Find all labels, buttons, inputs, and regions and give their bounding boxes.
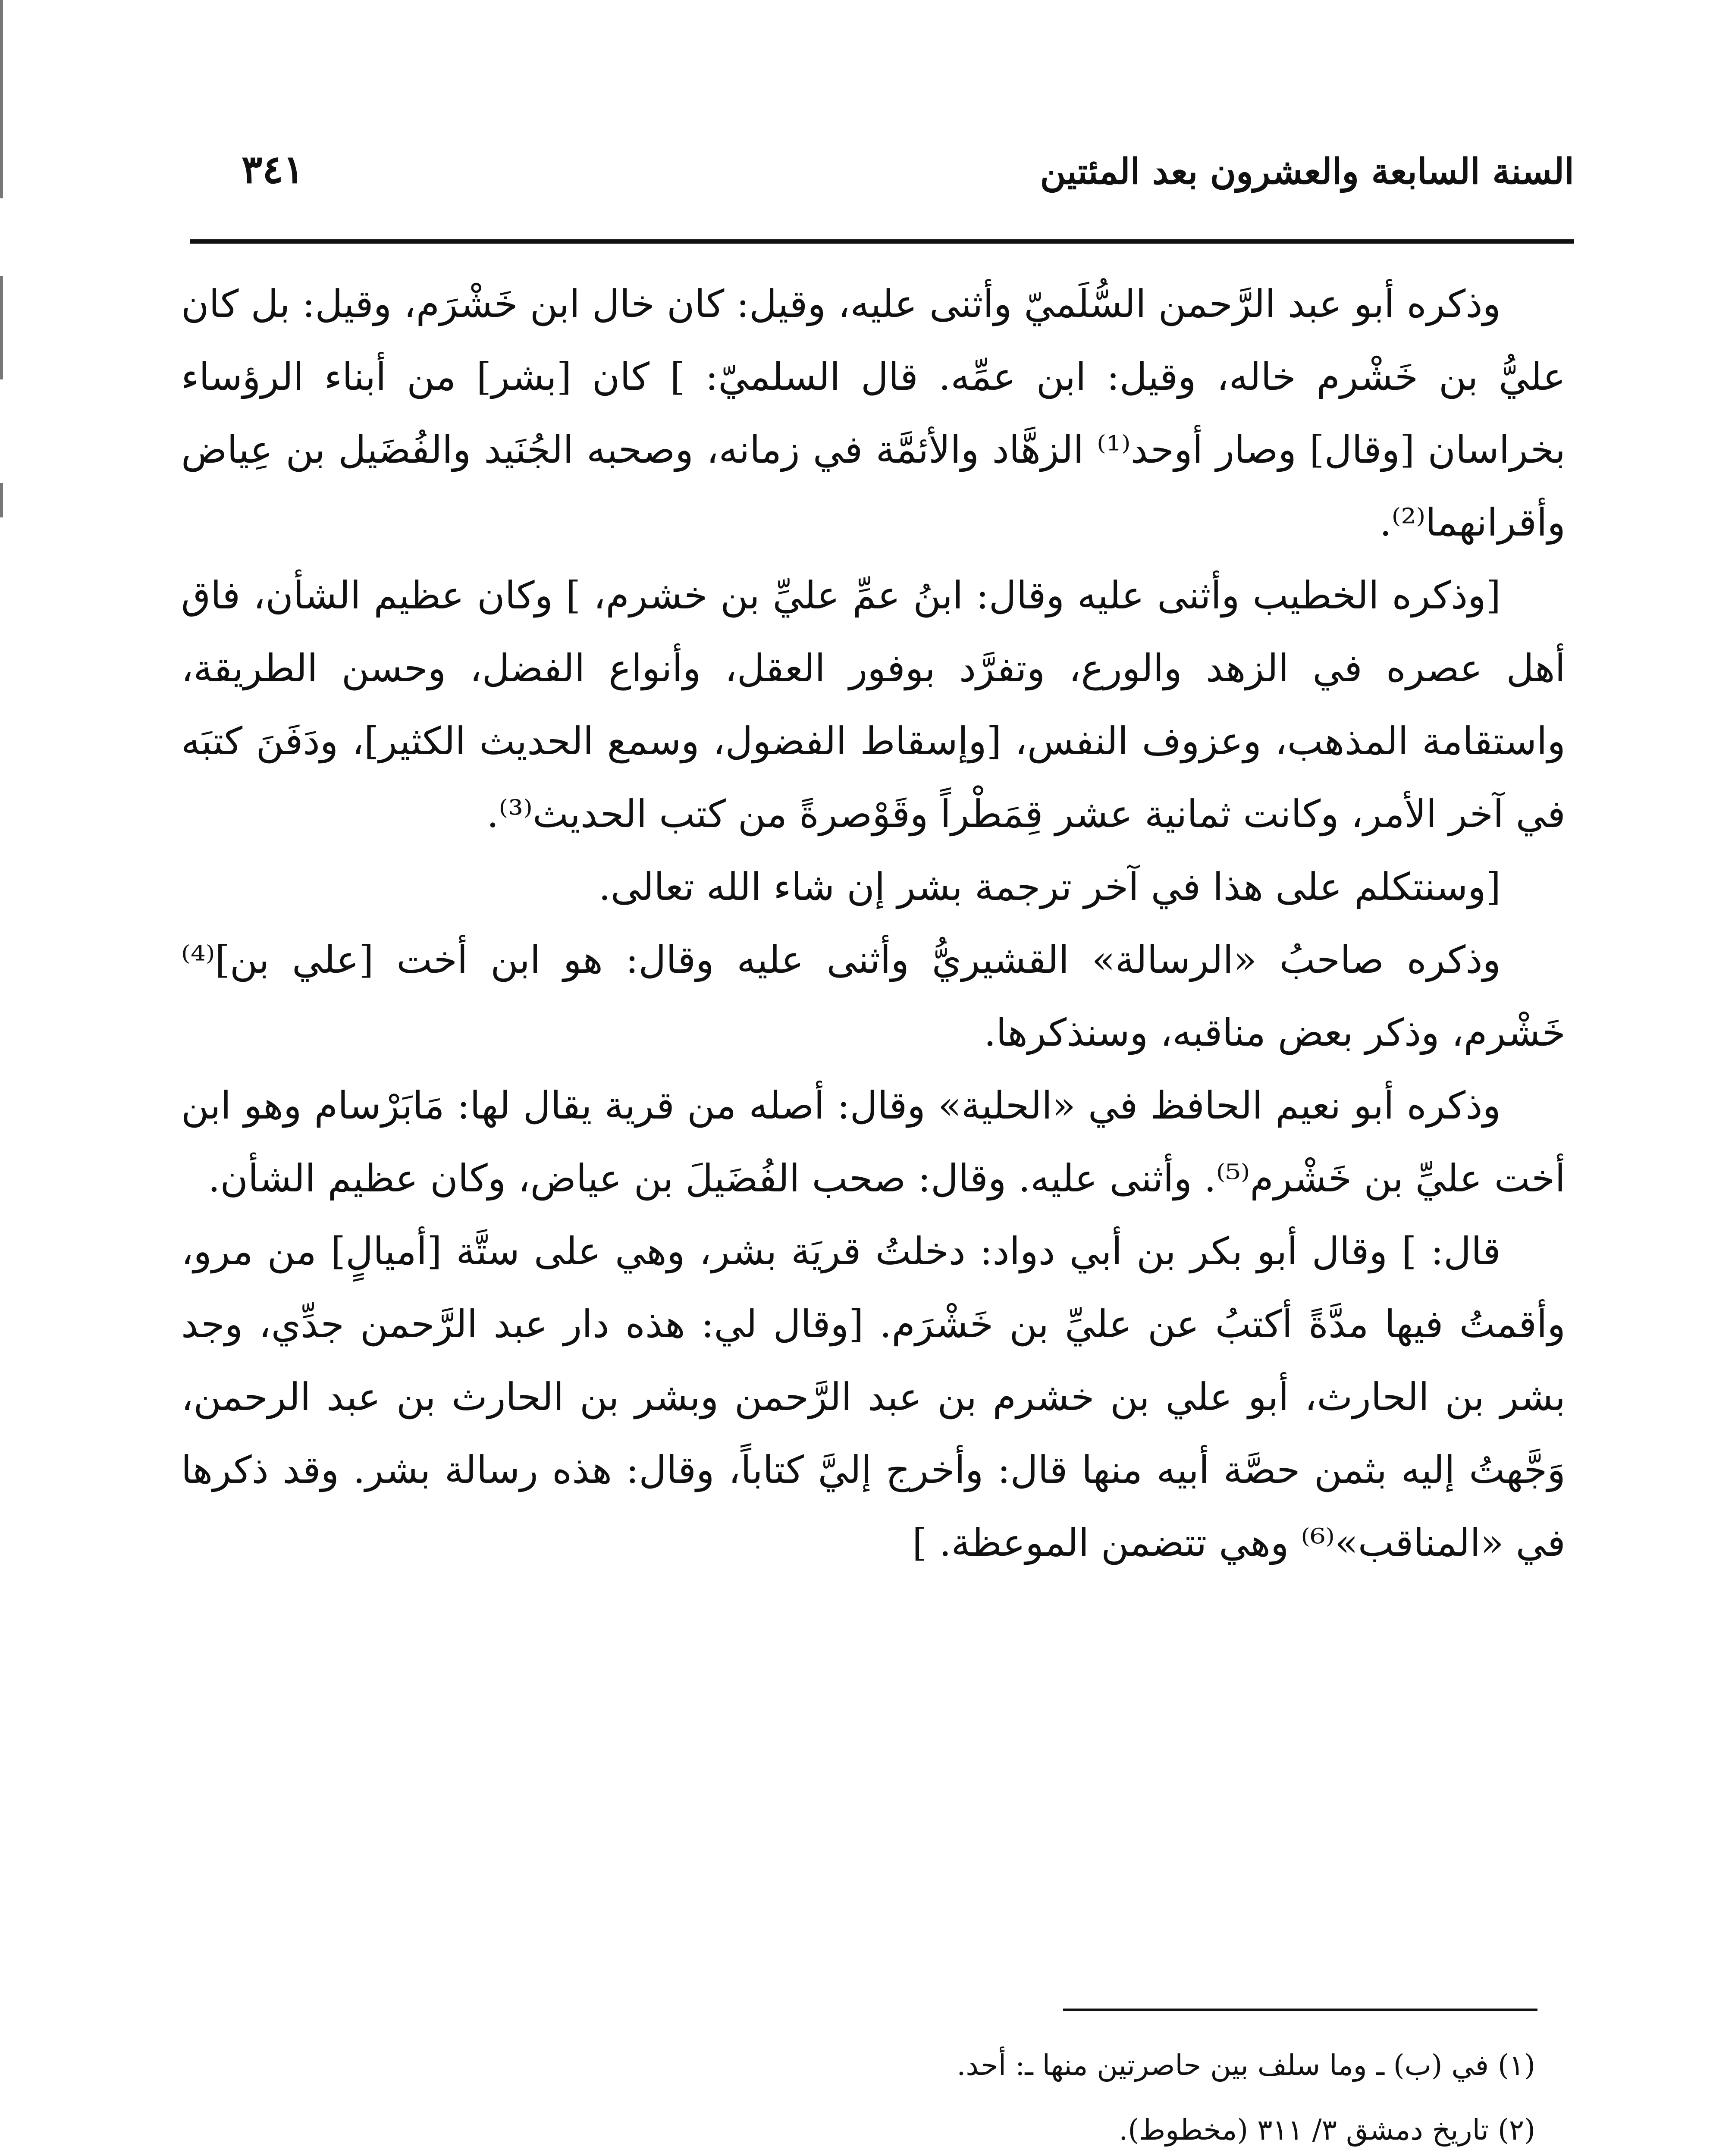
header-rule: [190, 239, 1574, 244]
main-text: [181, 267, 1566, 1579]
footnote: (١) في (ب) ـ وما سلف بين حاصرتين منها ـ: أحد.: [957, 2049, 1535, 2082]
scan-margin-mark: [0, 0, 3, 198]
scan-margin-mark: [0, 276, 3, 379]
footnotes: [242, 2033, 1535, 2156]
running-title: السنة السابعة والعشرون بعد المئتين: [1040, 151, 1574, 192]
paragraph: قال: ] وقال أبو بكر بن أبي دواد: دخلتُ قريَة بشر، وهي على ستَّة [أميالٍ] من مرو، وأقمتُ فيها مدَّةً أكتبُ عن عليِّ بن خَشْرَم. [وقال لي: هذه دار عبد الرَّحمن جدِّي، وجد بشر بن الحارث، أبو علي بن خشرم بن عبد الرَّحمن وبشر بن الحارث بن عبد الرحمن، وَجَّهتُ إليه بثمن حصَّة أبيه منها قال: وأخرج إليَّ كتاباً، وقال: هذه رسالة بشر. وقد ذكرها في «المناقب»⁽⁶⁾ وهي تتضمن الموعظة. ]: [181, 1229, 1566, 1565]
paragraph: وذكره أبو نعيم الحافظ في «الحلية» وقال: أصله من قرية يقال لها: مَابَرْسام وهو ابن أخت عليِّ بن خَشْرم⁽⁵⁾. وأثنى عليه. وقال: صحب الفُضَيلَ بن عياض، وكان عظيم الشأن.: [181, 1083, 1566, 1200]
paragraph: وذكره أبو عبد الرَّحمن السُّلَميّ وأثنى عليه، وقيل: كان خال ابن خَشْرَم، وقيل: بل كان عليُّ بن خَشْرم خاله، وقيل: ابن عمِّه. قال السلميّ: ] كان [بشر] من أبناء الرؤساء بخراسان [وقال] وصار أوحد⁽¹⁾ الزهَّاد والأئمَّة في زمانه، وصحبه الجُنَيد والفُضَيل بن عِياض وأقرانهما⁽²⁾.: [181, 282, 1566, 545]
page-header: [190, 142, 1574, 207]
paragraph: وذكره صاحبُ «الرسالة» القشيريُّ وأثنى عليه وقال: هو ابن أخت [علي بن]⁽⁴⁾ خَشْرم، وذكر بعض مناقبه، وسنذكرها.: [181, 937, 1566, 1055]
scan-margin-mark: [0, 483, 3, 517]
footnote: (٢) تاريخ دمشق ٣/ ٣١١ (مخطوط).: [1119, 2113, 1535, 2147]
paragraph: [وسنتكلم على هذا في آخر ترجمة بشر إن شاء الله تعالى.: [598, 865, 1501, 909]
paragraph: [وذكره الخطيب وأثنى عليه وقال: ابنُ عمِّ عليِّ بن خشرم، ] وكان عظيم الشأن، فاق أهل عصره في الزهد والورع، وتفرَّد بوفور العقل، وأنواع الفضل، وحسن الطريقة، واستقامة المذهب، وعزوف النفس، [وإسقاط الفضول، وسمع الحديث الكثير]، ودَفَنَ كتبَه في آخر الأمر، وكانت ثمانية عشر قِمَطْراً وقَوْصرةً من كتب الحديث⁽³⁾.: [181, 573, 1566, 836]
page-number: ٣٤١: [242, 147, 304, 192]
footnote-separator: [1063, 2009, 1537, 2011]
